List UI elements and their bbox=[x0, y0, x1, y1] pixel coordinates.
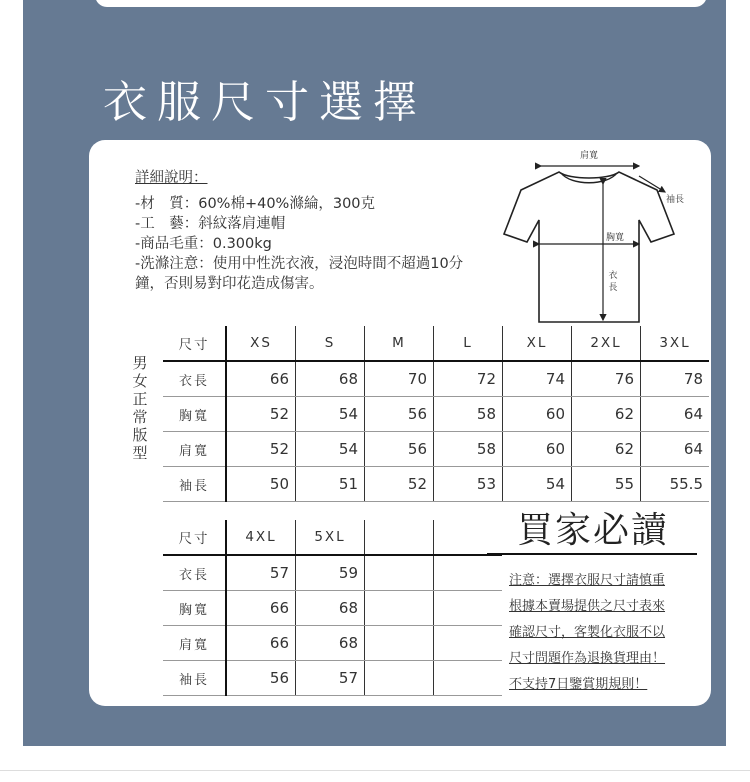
table-cell: 74 bbox=[503, 361, 572, 397]
header-cell: M bbox=[365, 326, 434, 361]
table-cell: 56 bbox=[226, 661, 296, 696]
table-cell bbox=[434, 661, 503, 696]
table-cell: 51 bbox=[296, 467, 365, 502]
header-cell bbox=[365, 520, 434, 555]
row-label: 袖長 bbox=[163, 467, 226, 502]
table-cell: 58 bbox=[434, 432, 503, 467]
table-cell: 52 bbox=[365, 467, 434, 502]
length-label-1: 衣 bbox=[608, 271, 618, 281]
table-cell: 62 bbox=[572, 397, 641, 432]
row-label: 肩寬 bbox=[163, 626, 226, 661]
row-label: 胸寬 bbox=[163, 591, 226, 626]
header-cell: XS bbox=[226, 326, 296, 361]
table-cell: 68 bbox=[296, 626, 365, 661]
header-cell: S bbox=[296, 326, 365, 361]
table-cell bbox=[434, 591, 503, 626]
product-details bbox=[135, 168, 505, 294]
table-cell: 62 bbox=[572, 432, 641, 467]
table-cell: 55 bbox=[572, 467, 641, 502]
header-cell: XL bbox=[503, 326, 572, 361]
table-cell: 72 bbox=[434, 361, 503, 397]
table-cell bbox=[365, 661, 434, 696]
table-row bbox=[163, 467, 709, 502]
table-cell: 60 bbox=[503, 432, 572, 467]
sleeve-label: 袖長 bbox=[665, 195, 685, 205]
row-label: 肩寬 bbox=[163, 432, 226, 467]
header-cell bbox=[434, 520, 503, 555]
notice-line: 不支持7日鑒賞期規則！ bbox=[509, 677, 648, 692]
notice-divider bbox=[487, 553, 697, 555]
table-cell: 64 bbox=[641, 432, 710, 467]
header-cell: 3XL bbox=[641, 326, 710, 361]
table-cell: 56 bbox=[365, 397, 434, 432]
table-cell bbox=[365, 555, 434, 591]
row-label: 胸寬 bbox=[163, 397, 226, 432]
details-line: -商品毛重：0.300kg bbox=[135, 236, 272, 252]
details-line: -材 質：60%棉+40%滌綸，300克 bbox=[135, 196, 376, 212]
table-header-row bbox=[163, 520, 502, 555]
size-table-main bbox=[163, 326, 709, 502]
table-cell: 52 bbox=[226, 432, 296, 467]
table-cell: 78 bbox=[641, 361, 710, 397]
page-title: 衣服尺寸選擇 bbox=[103, 77, 427, 128]
table-row bbox=[163, 661, 502, 696]
notice-line: 尺寸問題作為退換貨理由！ bbox=[509, 651, 666, 666]
table-cell: 66 bbox=[226, 626, 296, 661]
table-cell bbox=[434, 555, 503, 591]
table-cell: 56 bbox=[365, 432, 434, 467]
table-cell: 52 bbox=[226, 397, 296, 432]
table-cell: 66 bbox=[226, 591, 296, 626]
details-heading: 詳細說明： bbox=[135, 170, 208, 186]
header-cell: L bbox=[434, 326, 503, 361]
table-header-row bbox=[163, 326, 709, 361]
notice-line: 根據本賣場提供之尺寸表來 bbox=[509, 599, 666, 614]
table-cell: 57 bbox=[296, 661, 365, 696]
table-cell: 54 bbox=[296, 432, 365, 467]
table-cell: 50 bbox=[226, 467, 296, 502]
top-card-edge bbox=[95, 0, 707, 7]
notice-text bbox=[509, 568, 709, 698]
header-cell: 2XL bbox=[572, 326, 641, 361]
details-line: -工 藝：斜紋落肩連帽 bbox=[135, 216, 286, 232]
size-table-extended bbox=[163, 520, 502, 696]
tshirt-measurement-diagram bbox=[489, 146, 689, 326]
table-cell: 76 bbox=[572, 361, 641, 397]
table-row bbox=[163, 555, 502, 591]
table-cell: 54 bbox=[503, 467, 572, 502]
table-cell bbox=[365, 626, 434, 661]
table-cell: 53 bbox=[434, 467, 503, 502]
table-cell: 59 bbox=[296, 555, 365, 591]
header-cell: 尺寸 bbox=[163, 326, 226, 361]
page-divider bbox=[0, 770, 750, 771]
header-cell: 5XL bbox=[296, 520, 365, 555]
table-row bbox=[163, 626, 502, 661]
table-row bbox=[163, 361, 709, 397]
details-line: -洗滌注意：使用中性洗衣液，浸泡時間不超過10分鐘，否則易對印花造成傷害。 bbox=[135, 256, 464, 292]
table-cell: 58 bbox=[434, 397, 503, 432]
table-cell: 70 bbox=[365, 361, 434, 397]
size-guide-panel bbox=[23, 0, 726, 746]
header-cell: 尺寸 bbox=[163, 520, 226, 555]
table-row bbox=[163, 432, 709, 467]
shoulder-label: 肩寬 bbox=[579, 151, 599, 161]
row-label: 衣長 bbox=[163, 555, 226, 591]
table-cell: 57 bbox=[226, 555, 296, 591]
table-cell bbox=[434, 626, 503, 661]
table-cell: 60 bbox=[503, 397, 572, 432]
table-row bbox=[163, 591, 502, 626]
size-card bbox=[89, 140, 711, 706]
notice-line: 注意：選擇衣服尺寸請慎重 bbox=[509, 573, 666, 588]
table-cell: 68 bbox=[296, 361, 365, 397]
fit-label: 男女正常版型 bbox=[132, 354, 148, 462]
table-row bbox=[163, 397, 709, 432]
tshirt-outline bbox=[504, 172, 674, 322]
length-label-2: 長 bbox=[608, 283, 618, 293]
row-label: 衣長 bbox=[163, 361, 226, 397]
notice-line: 確認尺寸，客製化衣服不以 bbox=[509, 625, 666, 640]
row-label: 袖長 bbox=[163, 661, 226, 696]
header-cell: 4XL bbox=[226, 520, 296, 555]
table-cell: 55.5 bbox=[641, 467, 710, 502]
table-cell: 68 bbox=[296, 591, 365, 626]
table-cell bbox=[365, 591, 434, 626]
table-cell: 54 bbox=[296, 397, 365, 432]
table-cell: 64 bbox=[641, 397, 710, 432]
table-cell: 66 bbox=[226, 361, 296, 397]
chest-label: 胸寬 bbox=[605, 233, 625, 243]
notice-title: 買家必讀 bbox=[517, 510, 670, 551]
